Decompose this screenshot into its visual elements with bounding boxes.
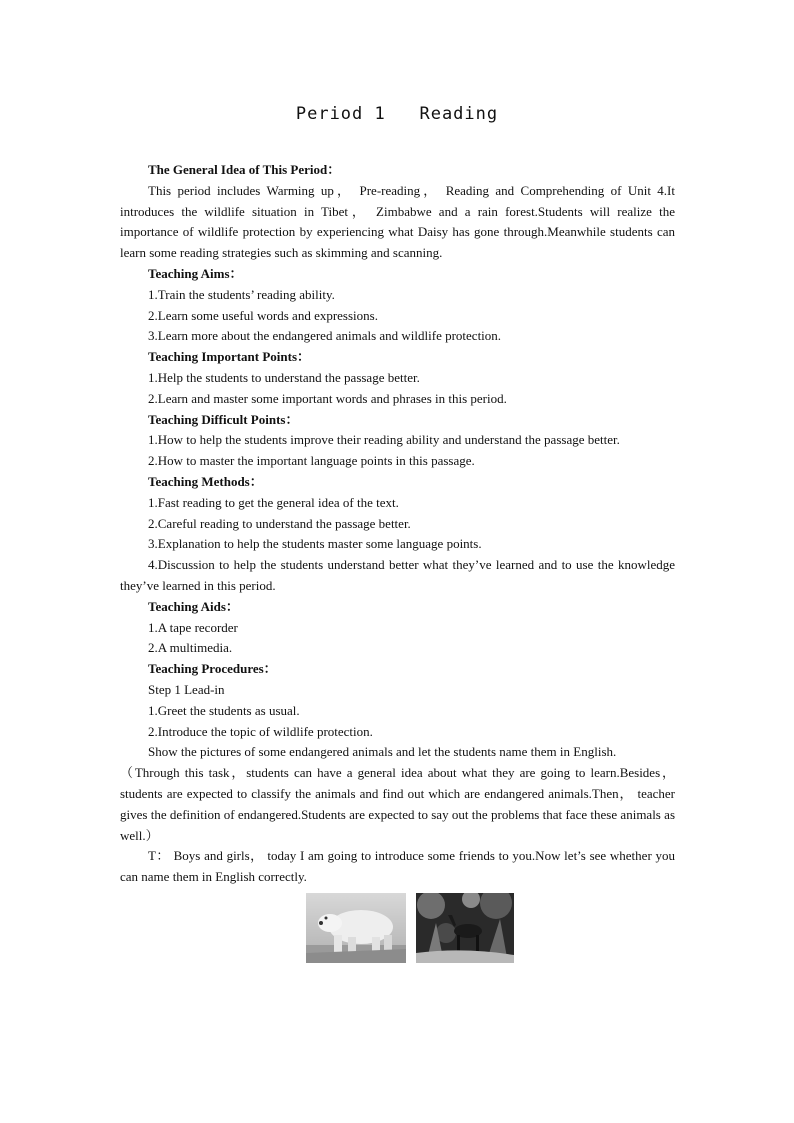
list-item: 2.Careful reading to understand the passage better.	[148, 515, 411, 531]
section-heading: The General Idea of This Period：	[148, 162, 341, 177]
antelope-image	[416, 893, 514, 963]
animal-images	[306, 893, 516, 963]
paragraph: Show the pictures of some endangered animals and let the students name them in English.	[148, 744, 617, 760]
paragraph: This period includes Warming up， Pre-reading， Reading and Comprehending of Unit 4.It introduces the wildlife situation in Tibet， Zimbabwe and a rain forest.Students will realize the importance of wildlife protection by experiencing what Daisy has gone through.Meanwhile students can learn some reading strategies such as skimming and scanning.	[120, 182, 675, 261]
polar-bear-image	[306, 893, 406, 963]
title-reading: Reading	[419, 104, 499, 124]
step-heading: Step 1 Lead-in	[148, 681, 225, 697]
list-item: 2.Introduce the topic of wildlife protection.	[148, 723, 373, 739]
list-item: 2.Learn some useful words and expressions.	[148, 307, 378, 323]
list-item: 3.Learn more about the endangered animals and wildlife protection.	[148, 328, 502, 344]
list-item: 3.Explanation to help the students master some language points.	[148, 536, 482, 552]
section-heading: Teaching Procedures：	[148, 661, 277, 677]
list-item: 2.Learn and master some important words and phrases in this period.	[148, 390, 507, 406]
list-item: 2.A multimedia.	[148, 640, 233, 656]
list-item: 4.Discussion to help the students understand better what they’ve learned and to use the knowledge they’ve learned in this period.	[120, 557, 675, 593]
list-item: 1.A tape recorder	[148, 619, 238, 635]
section-heading: Teaching Aids：	[148, 598, 239, 614]
list-item: 1.Train the students’ reading ability.	[148, 286, 335, 302]
dialogue-paragraph: T： Boys and girls， today I am going to introduce some friends to you.Now let’s see whether you can name them in English correctly.	[120, 848, 675, 885]
section-heading: Teaching Important Points：	[148, 349, 311, 365]
list-item: 2.How to master the important language points in this passage.	[148, 453, 475, 469]
title-period: Period 1	[295, 104, 386, 124]
section-heading: Teaching Methods：	[148, 473, 263, 489]
list-item: 1.How to help the students improve their reading ability and understand the passage better.	[148, 432, 620, 448]
document-body	[120, 160, 675, 888]
paragraph: （Through this task，students can have a general idea about what they are going to learn.Besides， students are expected to classify the animals and find out which are endangered animals.Then， teacher gives the definition of endangered.Students are expected to say out the problems that face these animals as well.）	[120, 765, 675, 843]
section-heading: Teaching Aims：	[148, 265, 243, 281]
page-title	[0, 104, 794, 124]
list-item: 1.Help the students to understand the passage better.	[148, 369, 420, 385]
list-item: 1.Greet the students as usual.	[148, 702, 300, 718]
section-heading: Teaching Difficult Points：	[148, 411, 299, 427]
list-item: 1.Fast reading to get the general idea of the text.	[148, 494, 399, 510]
